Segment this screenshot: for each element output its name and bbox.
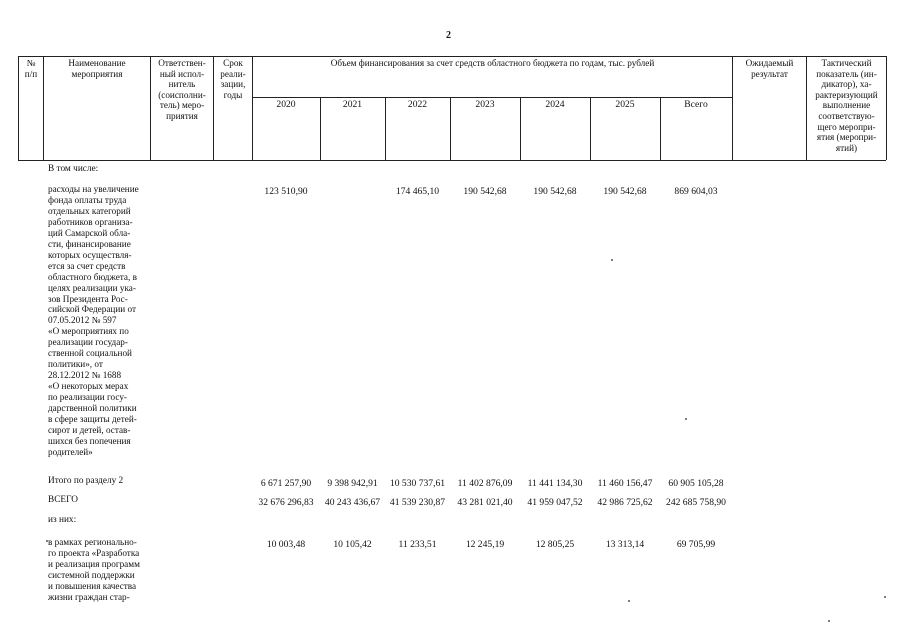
vsego-2023: 43 281 021,40 [457,497,513,508]
vsego-label: ВСЕГО [48,495,78,505]
desc-line: и реализация программ [48,558,140,569]
header-year-2022: 2022 [407,99,428,110]
regional-2024: 12 805,25 [535,539,575,550]
itogo-2024: 11 441 134,30 [527,478,583,489]
regional-2025: 13 313,14 [605,539,645,550]
desc-line: жизни граждан стар- [48,591,130,602]
desc-line: по реализации госу- [48,392,127,403]
header-year-2021: 2021 [342,99,363,110]
desc-line: ственной социальной [48,348,132,359]
itogo-2020: 6 671 257,90 [260,478,312,489]
desc-line: отдельных категорий [48,205,131,216]
itogo-2023: 11 402 876,09 [457,478,513,489]
header-year-2023: 2023 [475,99,495,110]
desc-line: системной поддержки [48,569,135,580]
vsego-2021: 40 243 436,67 [324,497,381,508]
header-event-name: Наименование мероприятия [68,58,126,79]
desc-line: целях реализации ука- [48,282,136,293]
desc-line: областного бюджета, в [48,271,137,282]
extra-funding-2025: 190 542,68 [603,186,647,197]
header-expected-result: Ожидаемый результат [745,58,794,79]
desc-line: дарственной политики [48,403,137,414]
scan-speck [611,259,613,261]
desc-line: шихся без попечения [48,435,131,446]
including-label: В том числе: [48,164,99,174]
regional-project-description [48,537,146,603]
itogo-2022: 10 530 737,61 [389,478,446,489]
scan-speck [828,620,830,622]
header-total: Всего [684,99,708,110]
scan-speck [685,418,687,420]
header-indicator: Тактический показатель (ин- дикатор), ха- рактеризующий выполнение соответствую- щего меропри- ятия (меропри- ятий) [815,58,878,153]
extra-funding-total: 869 604,03 [674,186,718,197]
regional-2023: 12 245,19 [465,539,505,550]
scan-speck [46,540,48,542]
desc-line: и повышения качества [48,580,137,591]
of-them-label: из них: [48,515,77,525]
vsego-2022: 41 539 230,87 [389,497,446,508]
header-year-2024: 2024 [545,99,565,110]
itogo-total: 60 905 105,28 [668,478,724,489]
vsego-2025: 42 986 725,62 [597,497,653,508]
regional-2021: 10 105,42 [333,539,372,550]
desc-line: ций Самарской обла- [48,227,131,238]
desc-line: которых осуществля- [48,249,132,260]
itogo-label: Итого по разделу 2 [48,476,124,486]
scan-speck [884,596,886,598]
regional-2020: 10 003,48 [266,539,306,550]
desc-line: сирот и детей, остав- [48,424,131,435]
desc-line: фонда оплаты труда [48,194,127,205]
header-funding: Объем финансирования за счет средств областного бюджета по годам, тыс. рублей [330,58,655,68]
header-number: № п/п [24,58,38,79]
itogo-2025: 11 460 156,47 [597,478,653,489]
scan-speck [628,600,630,602]
header-year-2020: 2020 [276,99,296,110]
extra-funding-2022: 174 465,10 [395,186,440,197]
regional-total: 69 705,99 [676,539,716,550]
page-number: 2 [446,30,451,41]
desc-line: родителей» [48,446,93,457]
extra-funding-description [48,184,146,458]
desc-line: в сфере защиты детей- [48,414,137,425]
regional-2022: 11 233,51 [398,539,437,550]
desc-line: го проекта «Разработка [48,547,140,558]
vsego-total: 242 685 758,90 [666,497,726,508]
desc-line: работников организа- [48,216,133,227]
desc-line: ется за счет средств [48,260,126,271]
desc-line: политики», от [48,359,103,370]
header-term: Срок реали- зации, годы [220,58,246,100]
vsego-2020: 32 676 296,83 [258,497,314,508]
desc-line: 07.05.2012 № 597 [48,315,117,326]
header-year-2025: 2025 [615,99,635,110]
desc-line: «О некоторых мерах [48,381,129,392]
header-responsible: Ответствен- ный испол- нитель (соисполни- тель) меро- приятия [158,58,206,121]
desc-line: сийской Федерации от [48,304,136,315]
desc-line: в рамках регионально- [48,537,137,547]
extra-funding-2023: 190 542,68 [463,186,507,197]
desc-line: «О мероприятиях по [48,326,129,337]
extra-funding-2020: 123 510,90 [264,186,308,197]
itogo-2021: 9 398 942,91 [327,478,378,489]
desc-line: расходы на увеличение [48,184,139,194]
desc-line: 28.12.2012 № 1688 [48,370,122,381]
extra-funding-2024: 190 542,68 [533,186,577,197]
desc-line: реализации государ- [48,337,128,348]
desc-line: сти, финансирование [48,238,131,249]
vsego-2024: 41 959 047,52 [527,497,583,508]
desc-line: зов Президента Рос- [48,293,128,304]
